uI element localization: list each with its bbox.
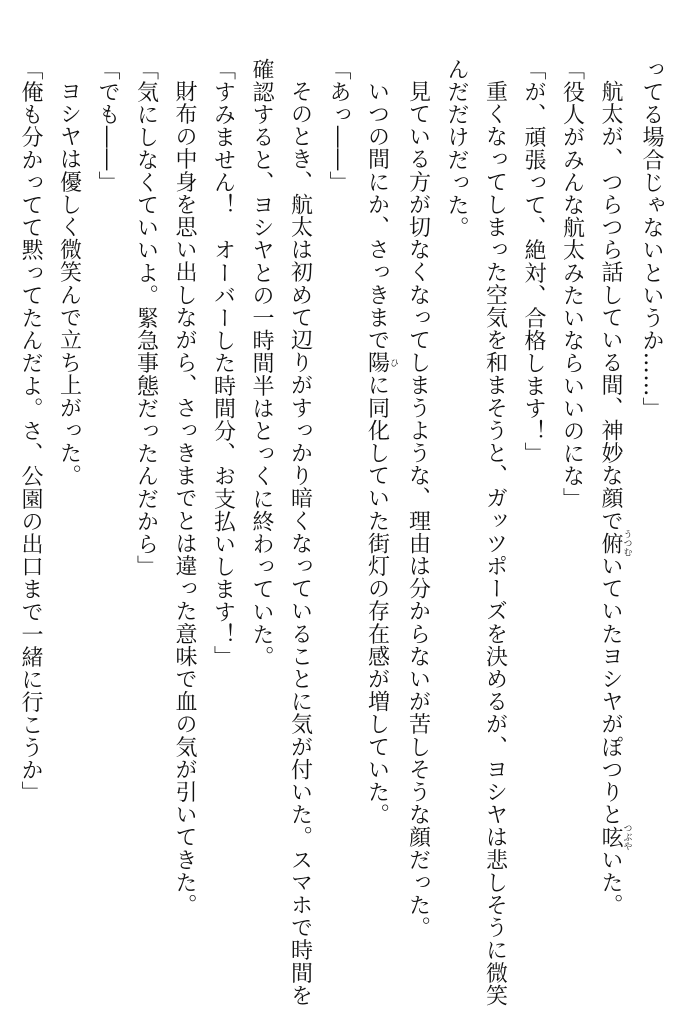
text-line-3: 「役人がみんな航太みたいならいいのにな」 (559, 58, 585, 510)
text-line-14: 「気にしなくていいよ。緊急事態だったんだから」 (133, 58, 159, 578)
text-line-17: 「俺も分かってて黙ってたんだよ。さ、公園の出口まで一緒に行こうか」 (18, 58, 43, 804)
ruby-tsubuya: 呟つぶや (598, 823, 632, 851)
text-line-10: そのとき、航太は初めて辺りがすっかり暗くなっていることに気が付いた。スマホで時間を (287, 80, 313, 1007)
text-line-9: 「あっ――」 (326, 58, 351, 194)
text-line-2: 航太が、つらつら話している間、神妙な顔で俯うつむいていたヨシヤがぽつりと呟つぶやいた。 (598, 80, 632, 917)
ruby-utsumu: 俯うつむ (598, 529, 632, 557)
text-line-16: ヨシヤは優しく微笑んで立ち上がった。 (56, 80, 82, 487)
vertical-text-body (11, 58, 671, 1007)
text-line-7: 見ている方が切なくなってしまうような、理由は分からないが苦しそうな顔だった。 (405, 80, 431, 939)
text-line-13: 財布の中身を思い出しながら、さっきまでとは違った意味で血の気が引いてきた。 (172, 80, 197, 917)
ruby-hi: 陽ひ (364, 351, 398, 374)
text-line-6: んだだけだった。 (444, 58, 469, 239)
text-line-12: 「すみません！ オーバーした時間分、お支払いします！」 (210, 58, 236, 669)
text-line-8: いつの間にか、さっきまで陽ひに同化していた街灯の存在感が増していた。 (364, 80, 398, 826)
text-line-4: 「が、頑張って、絶対、合格します！」 (521, 58, 546, 465)
text-line-1: ってる場合じゃないというか……」 (639, 58, 664, 420)
text-line-5: 重くなってしまった空気を和まそうと、ガッツポーズを決めるが、ヨシヤは悲しそうに微笑 (482, 80, 508, 1007)
text-line-15: 「でも――」 (95, 58, 120, 194)
text-line-11: 確認すると、ヨシヤとの一時間半はとっくに終わっていた。 (249, 58, 274, 669)
